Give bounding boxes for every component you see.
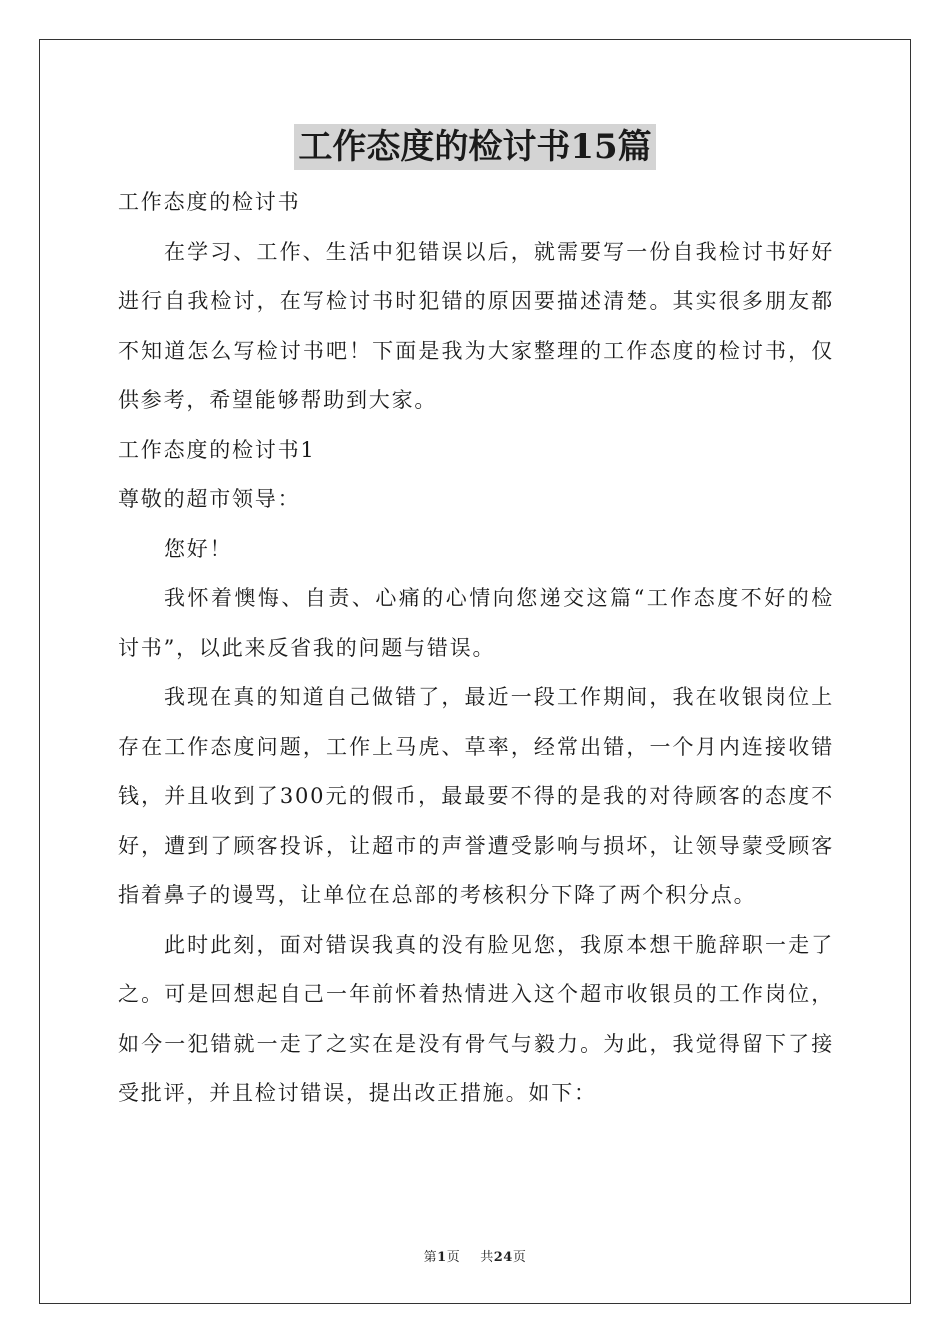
paragraph-intro: 在学习、工作、生活中犯错误以后，就需要写一份自我检讨书好好进行自我检讨，在写检讨书时犯错的原因要描述清楚。其实很多朋友都不知道怎么写检讨书吧！下面是我为大家整理的工作态度的检讨书，仅供参考，希望能够帮助到大家。 [118, 239, 834, 412]
document-title: 工作态度的检讨书15篇 [294, 124, 655, 170]
document-body [118, 178, 834, 1119]
paragraph-body-3: 此时此刻，面对错误我真的没有脸见您，我原本想干脆辞职一走了之。可是回想起自己一年前怀着热情进入这个超市收银员的工作岗位，如今一犯错就一走了之实在是没有骨气与毅力。为此，我觉得留下了接受批评，并且检讨错误，提出改正措施。如下： [118, 932, 834, 1105]
page-total: 24 [493, 1250, 513, 1265]
page-current: 1 [437, 1250, 447, 1265]
title-container [0, 124, 950, 170]
paragraph-body-2: 我现在真的知道自己做错了，最近一段工作期间，我在收银岗位上存在工作态度问题，工作上马虎、草率，经常出错，一个月内连接收错钱，并且收到了300元的假币，最最要不得的是我的对待顾客的态度不好，遭到了顾客投诉，让超市的声誉遭受影响与损坏，让领导蒙受顾客指着鼻子的谩骂，让单位在总部的考核积分下降了两个积分点。 [118, 685, 834, 907]
paragraph-salutation: 尊敬的超市领导： [118, 487, 301, 511]
total-unit: 页 [512, 1250, 527, 1265]
total-prefix: 共 [480, 1250, 494, 1265]
page-footer [0, 1246, 950, 1265]
paragraph-greeting: 您好！ [164, 536, 233, 561]
paragraph-section-heading: 工作态度的检讨书1 [118, 437, 316, 462]
page-unit: 页 [446, 1250, 461, 1265]
paragraph-intro-heading: 工作态度的检讨书 [118, 190, 301, 214]
page-prefix: 第 [423, 1250, 438, 1265]
paragraph-body-1: 我怀着懊悔、自责、心痛的心情向您递交这篇“工作态度不好的检讨书”，以此来反省我的问题与错误。 [118, 586, 834, 660]
